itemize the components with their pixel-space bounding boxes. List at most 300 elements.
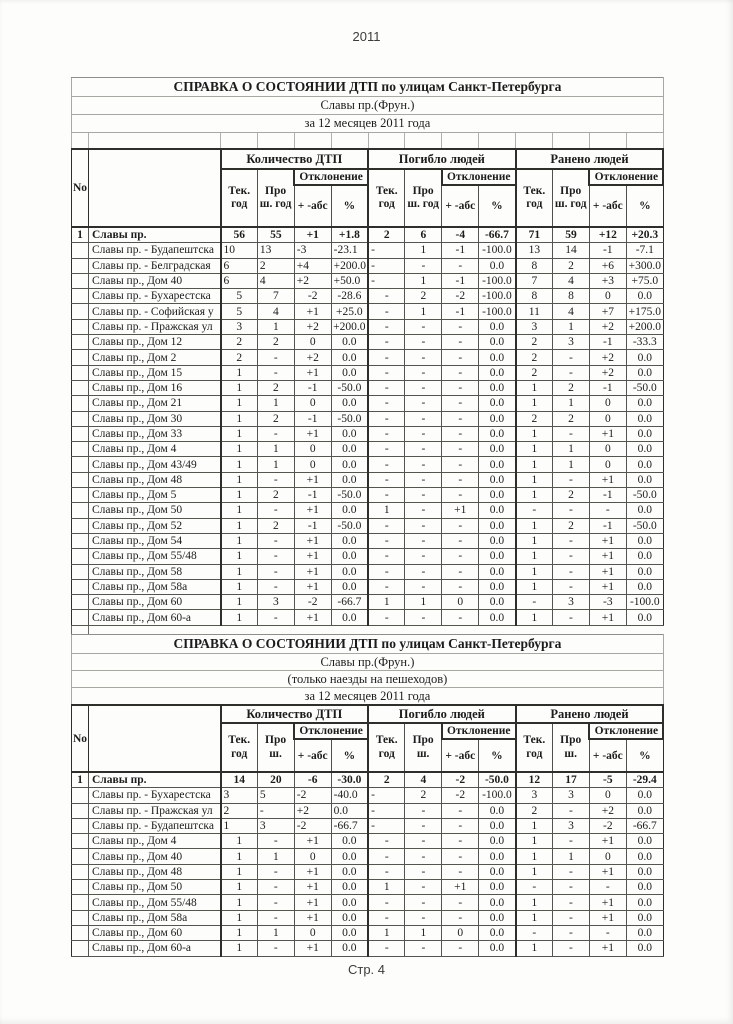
value-cell: 0.0	[479, 411, 516, 426]
value-cell: 1	[221, 849, 258, 864]
value-cell: 0.0	[479, 549, 516, 564]
value-cell: 6	[221, 273, 258, 288]
value-cell: 0	[589, 849, 626, 864]
value-cell: -7.1	[626, 243, 663, 258]
street-name: Славы пр., Дом 21	[89, 396, 221, 411]
value-cell: 3	[257, 818, 294, 833]
value-cell: -	[442, 258, 479, 273]
value-cell: +1	[589, 579, 626, 594]
value-cell: -	[405, 579, 442, 594]
table-row	[72, 426, 664, 441]
value-cell: -	[516, 880, 553, 895]
col-header-previous-year: Про ш. год	[405, 169, 442, 227]
col-header-current-year: Тек. год	[368, 723, 405, 772]
table-title: СПРАВКА О СОСТОЯНИИ ДТП по улицам Санкт-Петербурга	[72, 635, 664, 654]
value-cell: 1	[257, 396, 294, 411]
value-cell: +1	[442, 880, 479, 895]
row-number	[72, 818, 89, 833]
value-cell: -	[368, 834, 405, 849]
value-cell: 1	[257, 442, 294, 457]
value-cell: +1	[589, 426, 626, 441]
table-body	[72, 772, 664, 956]
value-cell: 2	[221, 803, 258, 818]
row-number	[72, 518, 89, 533]
value-cell: -	[442, 457, 479, 472]
value-cell: -	[368, 488, 405, 503]
value-cell: 0.0	[479, 818, 516, 833]
table-row	[72, 258, 664, 273]
value-cell: 20	[257, 772, 294, 788]
value-cell: 3	[553, 788, 590, 803]
value-cell: 2	[553, 380, 590, 395]
value-cell: 0	[294, 442, 331, 457]
value-cell: 2	[257, 488, 294, 503]
value-cell: 0.0	[479, 518, 516, 533]
value-cell: 0.0	[479, 849, 516, 864]
value-cell: 0.0	[479, 564, 516, 579]
value-cell: -	[405, 488, 442, 503]
value-cell: +2	[294, 273, 331, 288]
value-cell: -	[368, 864, 405, 879]
row-number	[72, 849, 89, 864]
row-number	[72, 319, 89, 334]
street-name: Славы пр. - Белградская	[89, 258, 221, 273]
table-row	[72, 788, 664, 803]
value-cell: 2	[516, 365, 553, 380]
value-cell: -	[589, 925, 626, 940]
value-cell: -	[368, 442, 405, 457]
value-cell: +2	[294, 350, 331, 365]
value-cell: -	[442, 365, 479, 380]
value-cell: 7	[257, 289, 294, 304]
value-cell: 2	[368, 227, 405, 243]
col-header-current-year: Тек. год	[368, 169, 405, 227]
value-cell: 1	[516, 610, 553, 625]
value-cell: -	[368, 472, 405, 487]
value-cell: -	[405, 472, 442, 487]
value-cell: -50.0	[479, 772, 516, 788]
value-cell: -	[405, 258, 442, 273]
value-cell: -50.0	[331, 380, 368, 395]
value-cell: 0.0	[626, 803, 663, 818]
value-cell: -2	[442, 788, 479, 803]
value-cell: -66.7	[331, 818, 368, 833]
value-cell: -	[368, 457, 405, 472]
value-cell: 17	[553, 772, 590, 788]
value-cell: 0.0	[331, 533, 368, 548]
value-cell: -	[257, 350, 294, 365]
value-cell: +1	[294, 895, 331, 910]
value-cell: +1	[294, 227, 331, 243]
street-name: Славы пр., Дом 4	[89, 834, 221, 849]
value-cell: 1	[221, 533, 258, 548]
value-cell: 1	[221, 457, 258, 472]
value-cell: -1	[589, 518, 626, 533]
value-cell: 0.0	[626, 289, 663, 304]
row-number	[72, 788, 89, 803]
value-cell: 0.0	[626, 426, 663, 441]
table-subtitle-period: за 12 месяцев 2011 года	[72, 115, 664, 133]
value-cell: 0.0	[331, 610, 368, 625]
row-number	[72, 411, 89, 426]
value-cell: -	[405, 518, 442, 533]
value-cell: -	[368, 335, 405, 350]
street-name: Славы пр. - Бухарестска	[89, 788, 221, 803]
value-cell: +1	[294, 610, 331, 625]
value-cell: -	[405, 941, 442, 956]
value-cell: 1	[368, 925, 405, 940]
table-row	[72, 319, 664, 334]
value-cell: 1	[516, 895, 553, 910]
table-row	[72, 803, 664, 818]
value-cell: -	[553, 564, 590, 579]
value-cell: 0	[589, 457, 626, 472]
value-cell: 10	[221, 243, 258, 258]
value-cell: -	[368, 319, 405, 334]
value-cell: -	[257, 864, 294, 879]
table-row	[72, 579, 664, 594]
value-cell: 0.0	[479, 941, 516, 956]
value-cell: -	[442, 396, 479, 411]
value-cell: 3	[257, 595, 294, 610]
value-cell: 2	[257, 380, 294, 395]
value-cell: -	[257, 610, 294, 625]
value-cell: -	[368, 350, 405, 365]
col-header-killed: Погибло людей	[368, 149, 516, 169]
value-cell: -	[442, 579, 479, 594]
value-cell: 0.0	[479, 380, 516, 395]
value-cell: -	[553, 925, 590, 940]
value-cell: 2	[516, 335, 553, 350]
table-row	[72, 518, 664, 533]
value-cell: +1	[589, 533, 626, 548]
value-cell: -	[589, 880, 626, 895]
value-cell: 0.0	[479, 880, 516, 895]
value-cell: -	[553, 803, 590, 818]
street-name: Славы пр., Дом 50	[89, 503, 221, 518]
value-cell: 0.0	[479, 595, 516, 610]
street-name: Славы пр., Дом 55/48	[89, 549, 221, 564]
col-header-deviation: Отклонение	[442, 723, 516, 739]
value-cell: 2	[516, 803, 553, 818]
row-number	[72, 880, 89, 895]
col-header-previous-year: Про ш. год	[257, 169, 294, 227]
value-cell: 3	[516, 788, 553, 803]
value-cell: 0.0	[626, 503, 663, 518]
value-cell: -	[405, 803, 442, 818]
value-cell: -	[405, 442, 442, 457]
value-cell: -	[368, 549, 405, 564]
value-cell: -	[368, 910, 405, 925]
value-cell: -	[442, 319, 479, 334]
value-cell: 0	[294, 396, 331, 411]
value-cell: 0	[589, 442, 626, 457]
table-row	[72, 289, 664, 304]
value-cell: -	[368, 426, 405, 441]
value-cell: +1	[589, 910, 626, 925]
value-cell: -	[405, 564, 442, 579]
value-cell: +4	[294, 258, 331, 273]
value-cell: 1	[405, 595, 442, 610]
value-cell: -100.0	[479, 273, 516, 288]
value-cell: -	[257, 910, 294, 925]
value-cell: -	[405, 426, 442, 441]
table-row	[72, 533, 664, 548]
col-header-pct: %	[626, 739, 663, 772]
value-cell: -	[368, 258, 405, 273]
value-cell: 0.0	[331, 834, 368, 849]
value-cell: 1	[221, 472, 258, 487]
value-cell: 0.0	[331, 365, 368, 380]
value-cell: -	[589, 503, 626, 518]
table-row	[72, 503, 664, 518]
value-cell: 0	[294, 849, 331, 864]
table-row	[72, 549, 664, 564]
value-cell: +1	[294, 564, 331, 579]
value-cell: 1	[516, 941, 553, 956]
value-cell: -	[442, 380, 479, 395]
table-row	[72, 818, 664, 833]
table-row	[72, 910, 664, 925]
value-cell: -	[368, 803, 405, 818]
value-cell: 4	[553, 304, 590, 319]
value-cell: +1	[294, 941, 331, 956]
street-name: Славы пр. - Бухарестска	[89, 289, 221, 304]
value-cell: -40.0	[331, 788, 368, 803]
col-header-injured: Ранено людей	[516, 705, 664, 723]
value-cell: -	[368, 243, 405, 258]
value-cell: 1	[221, 595, 258, 610]
value-cell: -	[442, 488, 479, 503]
value-cell: -	[405, 549, 442, 564]
street-name: Славы пр. - Софийская у	[89, 304, 221, 319]
value-cell: 1	[221, 941, 258, 956]
table-row	[72, 335, 664, 350]
value-cell: 1	[516, 818, 553, 833]
value-cell: 3	[516, 319, 553, 334]
value-cell: -	[257, 426, 294, 441]
value-cell: 0.0	[331, 864, 368, 879]
row-number	[72, 442, 89, 457]
value-cell: -1	[294, 411, 331, 426]
row-number	[72, 304, 89, 319]
value-cell: 1	[221, 518, 258, 533]
value-cell: 56	[221, 227, 258, 243]
value-cell: +3	[589, 273, 626, 288]
col-header-abs: + -абс	[442, 739, 479, 772]
value-cell: +1	[294, 864, 331, 879]
value-cell: 5	[257, 788, 294, 803]
value-cell: 0.0	[479, 503, 516, 518]
dtp-table-pedestrians	[71, 634, 664, 957]
col-header-abs: + -абс	[442, 185, 479, 227]
value-cell: 0.0	[626, 925, 663, 940]
value-cell: -	[553, 579, 590, 594]
value-cell: 2	[405, 289, 442, 304]
value-cell: 0.0	[331, 426, 368, 441]
value-cell: 1	[516, 849, 553, 864]
value-cell: 1	[221, 880, 258, 895]
value-cell: 1	[405, 925, 442, 940]
value-cell: 1	[516, 518, 553, 533]
row-number	[72, 426, 89, 441]
value-cell: -	[553, 503, 590, 518]
col-header-pct: %	[626, 185, 663, 227]
value-cell: +6	[589, 258, 626, 273]
street-name: Славы пр., Дом 15	[89, 365, 221, 380]
value-cell: -1	[442, 273, 479, 288]
table-title: СПРАВКА О СОСТОЯНИИ ДТП по улицам Санкт-Петербурга	[72, 78, 664, 97]
value-cell: +200.0	[331, 258, 368, 273]
value-cell: -4	[442, 227, 479, 243]
page-year-header: 2011	[352, 29, 381, 44]
value-cell: 0.0	[479, 472, 516, 487]
value-cell: 55	[257, 227, 294, 243]
value-cell: -1	[589, 243, 626, 258]
value-cell: 0	[442, 925, 479, 940]
page-number: Стр. 4	[347, 962, 386, 977]
street-name: Славы пр., Дом 12	[89, 335, 221, 350]
table-row	[72, 304, 664, 319]
value-cell: +25.0	[331, 304, 368, 319]
value-cell: -	[405, 503, 442, 518]
value-cell: 1	[553, 457, 590, 472]
value-cell: 2	[221, 335, 258, 350]
col-header-deviation: Отклонение	[589, 723, 663, 739]
value-cell: 2	[257, 518, 294, 533]
value-cell: -	[553, 864, 590, 879]
value-cell: +50.0	[331, 273, 368, 288]
value-cell: 0.0	[626, 579, 663, 594]
value-cell: 0.0	[331, 457, 368, 472]
value-cell: -	[405, 818, 442, 833]
value-cell: 1	[221, 864, 258, 879]
col-header-current-year: Тек. год	[221, 723, 258, 772]
table-row	[72, 350, 664, 365]
col-header-no: No	[72, 705, 89, 772]
value-cell: +7	[589, 304, 626, 319]
col-header-abs: + -абс	[294, 739, 331, 772]
value-cell: 3	[221, 788, 258, 803]
value-cell: -	[257, 503, 294, 518]
row-number	[72, 258, 89, 273]
value-cell: 1	[257, 319, 294, 334]
value-cell: -	[405, 380, 442, 395]
value-cell: 0.0	[479, 258, 516, 273]
table-row	[72, 243, 664, 258]
value-cell: +1	[294, 549, 331, 564]
value-cell: -2	[442, 289, 479, 304]
value-cell: 0.0	[479, 426, 516, 441]
value-cell: -	[405, 319, 442, 334]
value-cell: 1	[516, 910, 553, 925]
value-cell: 1	[368, 595, 405, 610]
row-number	[72, 910, 89, 925]
value-cell: -	[257, 895, 294, 910]
value-cell: 0.0	[626, 533, 663, 548]
row-number	[72, 864, 89, 879]
value-cell: +1	[294, 880, 331, 895]
value-cell: 8	[553, 289, 590, 304]
value-cell: 14	[553, 243, 590, 258]
value-cell: 7	[516, 273, 553, 288]
col-header-pct: %	[331, 739, 368, 772]
header-group-row	[72, 705, 664, 723]
value-cell: -50.0	[626, 380, 663, 395]
value-cell: 0	[589, 289, 626, 304]
value-cell: +2	[589, 319, 626, 334]
value-cell: 0.0	[479, 335, 516, 350]
value-cell: -30.0	[331, 772, 368, 788]
table-row	[72, 380, 664, 395]
value-cell: -	[368, 610, 405, 625]
value-cell: -	[405, 335, 442, 350]
value-cell: +1	[589, 941, 626, 956]
value-cell: -1	[294, 380, 331, 395]
value-cell: -	[442, 895, 479, 910]
value-cell: 0.0	[626, 365, 663, 380]
value-cell: 2	[257, 335, 294, 350]
street-name: Славы пр., Дом 60-а	[89, 610, 221, 625]
value-cell: 2	[405, 788, 442, 803]
value-cell: -	[442, 910, 479, 925]
value-cell: +1	[589, 610, 626, 625]
value-cell: 8	[516, 258, 553, 273]
value-cell: -	[442, 426, 479, 441]
value-cell: -	[442, 849, 479, 864]
table-subtitle-street: Славы пр.(Фрун.)	[72, 654, 664, 671]
value-cell: +1	[294, 304, 331, 319]
value-cell: 2	[221, 350, 258, 365]
value-cell: -	[368, 533, 405, 548]
street-name: Славы пр.	[89, 772, 221, 788]
table-row	[72, 472, 664, 487]
value-cell: 1	[516, 380, 553, 395]
value-cell: 4	[257, 304, 294, 319]
value-cell: -50.0	[331, 488, 368, 503]
value-cell: -	[368, 849, 405, 864]
value-cell: 1	[516, 396, 553, 411]
value-cell: -1	[442, 243, 479, 258]
value-cell: -	[405, 350, 442, 365]
value-cell: 3	[553, 818, 590, 833]
value-cell: 1	[516, 564, 553, 579]
value-cell: +1	[589, 834, 626, 849]
value-cell: 0	[589, 411, 626, 426]
col-header-deviation: Отклонение	[589, 169, 663, 185]
row-number	[72, 457, 89, 472]
value-cell: 0.0	[331, 335, 368, 350]
value-cell: -	[405, 365, 442, 380]
value-cell: 0.0	[626, 457, 663, 472]
value-cell: -	[257, 941, 294, 956]
row-number	[72, 610, 89, 625]
value-cell: -	[553, 834, 590, 849]
value-cell: 2	[516, 411, 553, 426]
value-cell: 0.0	[626, 549, 663, 564]
header-group-row	[72, 149, 664, 169]
value-cell: +175.0	[626, 304, 663, 319]
value-cell: -	[553, 941, 590, 956]
value-cell: 1	[221, 579, 258, 594]
value-cell: +2	[589, 350, 626, 365]
value-cell: 71	[516, 227, 553, 243]
value-cell: -	[442, 803, 479, 818]
table-row	[72, 895, 664, 910]
value-cell: 1	[221, 549, 258, 564]
value-cell: 2	[553, 258, 590, 273]
col-header-deviation: Отклонение	[294, 169, 368, 185]
